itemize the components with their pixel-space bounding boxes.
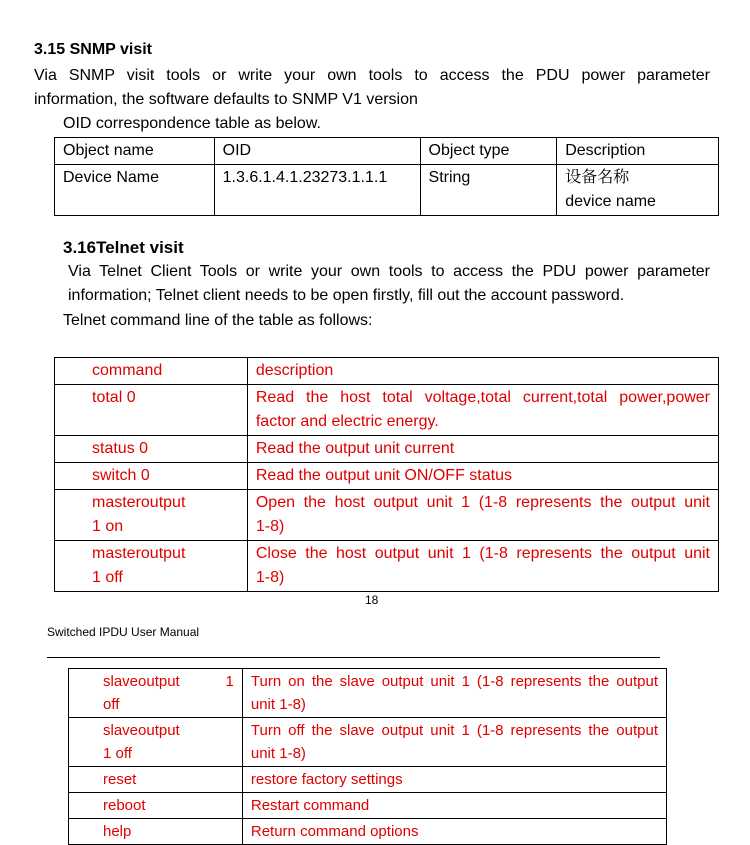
cell-description [242,718,666,767]
telnet-table-caption: Telnet command line of the table as follows: [63,312,373,329]
description-text: Close the host output unit 1 (1-8 represents the output unit [255,545,710,562]
cell-command [69,669,243,718]
snmp-table-caption: OID correspondence table as below. [63,115,321,132]
command-text: reset [103,771,137,788]
description-text-cont: factor and electric energy. [255,413,439,430]
command-text: masteroutput [92,494,186,511]
table-row [69,793,667,819]
header-object-name: Object name [55,138,215,165]
cell-command [55,463,248,490]
telnet-command-table-continued [68,668,667,845]
command-text: help [103,823,132,840]
table-row [69,669,667,718]
table-row [55,463,719,490]
cell-command [55,490,248,541]
command-text-cont: 1 off [103,745,132,762]
table-header-row [55,358,719,385]
header-oid: OID [214,138,420,165]
command-name: slaveoutput [103,673,180,690]
oid-table [54,137,719,216]
cell-description [242,793,666,819]
cell-description [247,490,718,541]
cell-description [247,463,718,490]
telnet-paragraph-line-1: Via Telnet Client Tools or write your own tools to access the PDU power parameter [68,263,710,280]
table-row [69,718,667,767]
table-row [69,767,667,793]
table-row [55,541,719,592]
cell-object-type: String [420,165,557,216]
description-chinese: 设备名称 [565,169,630,186]
cell-description [242,767,666,793]
cell-command [55,436,248,463]
description-text: Read the output unit current [255,440,455,457]
description-text: Read the output unit ON/OFF status [255,467,512,484]
cell-description [247,385,718,436]
table-row [69,819,667,845]
telnet-paragraph-line-2: information; Telnet client needs to be open firstly, fill out the account password. [68,287,625,304]
cell-command [69,718,243,767]
command-text-cont: 1 on [92,518,124,535]
cell-command [69,793,243,819]
command-text: slaveoutput [103,722,180,739]
description-text-cont: 1-8) [255,518,285,535]
description-text-cont: unit 1-8) [250,696,306,713]
table-header-row [55,138,719,165]
description-text: Turn off the slave output unit 1 (1-8 represents the output [250,722,658,739]
snmp-paragraph-line-2: information, the software defaults to SNMP V1 version [34,91,418,108]
table-row [55,490,719,541]
running-header-title: Switched IPDU User Manual [47,625,200,639]
snmp-paragraph-line-1: Via SNMP visit tools or write your own tools to access the PDU power parameter [34,67,710,84]
command-text: reboot [103,797,146,814]
command-text [103,670,234,693]
cell-oid: 1.3.6.1.4.1.23273.1.1.1 [214,165,420,216]
cell-command [55,385,248,436]
cell-description [557,165,719,216]
command-text: switch 0 [92,467,150,484]
command-text-cont: 1 off [92,569,123,586]
cell-command [55,541,248,592]
table-row [55,436,719,463]
header-rule [47,657,660,658]
description-text-cont: unit 1-8) [250,745,306,762]
table-row [55,385,719,436]
header-object-type: Object type [420,138,557,165]
table-row [55,165,719,216]
telnet-command-table [54,357,719,592]
header-description: Description [557,138,719,165]
cell-description [247,541,718,592]
command-arg: 1 [225,673,234,690]
cell-description [242,819,666,845]
cell-command [69,767,243,793]
description-text: Restart command [250,797,370,814]
description-text: Read the host total voltage,total current,total power,power [255,389,710,406]
cell-object-name: Device Name [55,165,215,216]
description-text-cont: 1-8) [255,569,285,586]
description-text: restore factory settings [250,771,403,788]
header-description: description [247,358,718,385]
description-text: Open the host output unit 1 (1-8 represents the output unit [255,494,710,511]
section-heading-snmp: 3.15 SNMP visit [34,41,152,58]
command-text: status 0 [92,440,149,457]
cell-description [242,669,666,718]
description-text: Turn on the slave output unit 1 (1-8 represents the output [250,673,658,690]
cell-command [69,819,243,845]
page-number: 18 [365,593,379,607]
command-text: masteroutput [92,545,186,562]
command-text: total 0 [92,389,136,406]
header-command: command [55,358,248,385]
description-english: device name [565,193,656,210]
cell-description [247,436,718,463]
section-heading-telnet: 3.16Telnet visit [63,238,184,257]
command-text-cont: off [103,696,120,713]
description-text: Return command options [250,823,419,840]
